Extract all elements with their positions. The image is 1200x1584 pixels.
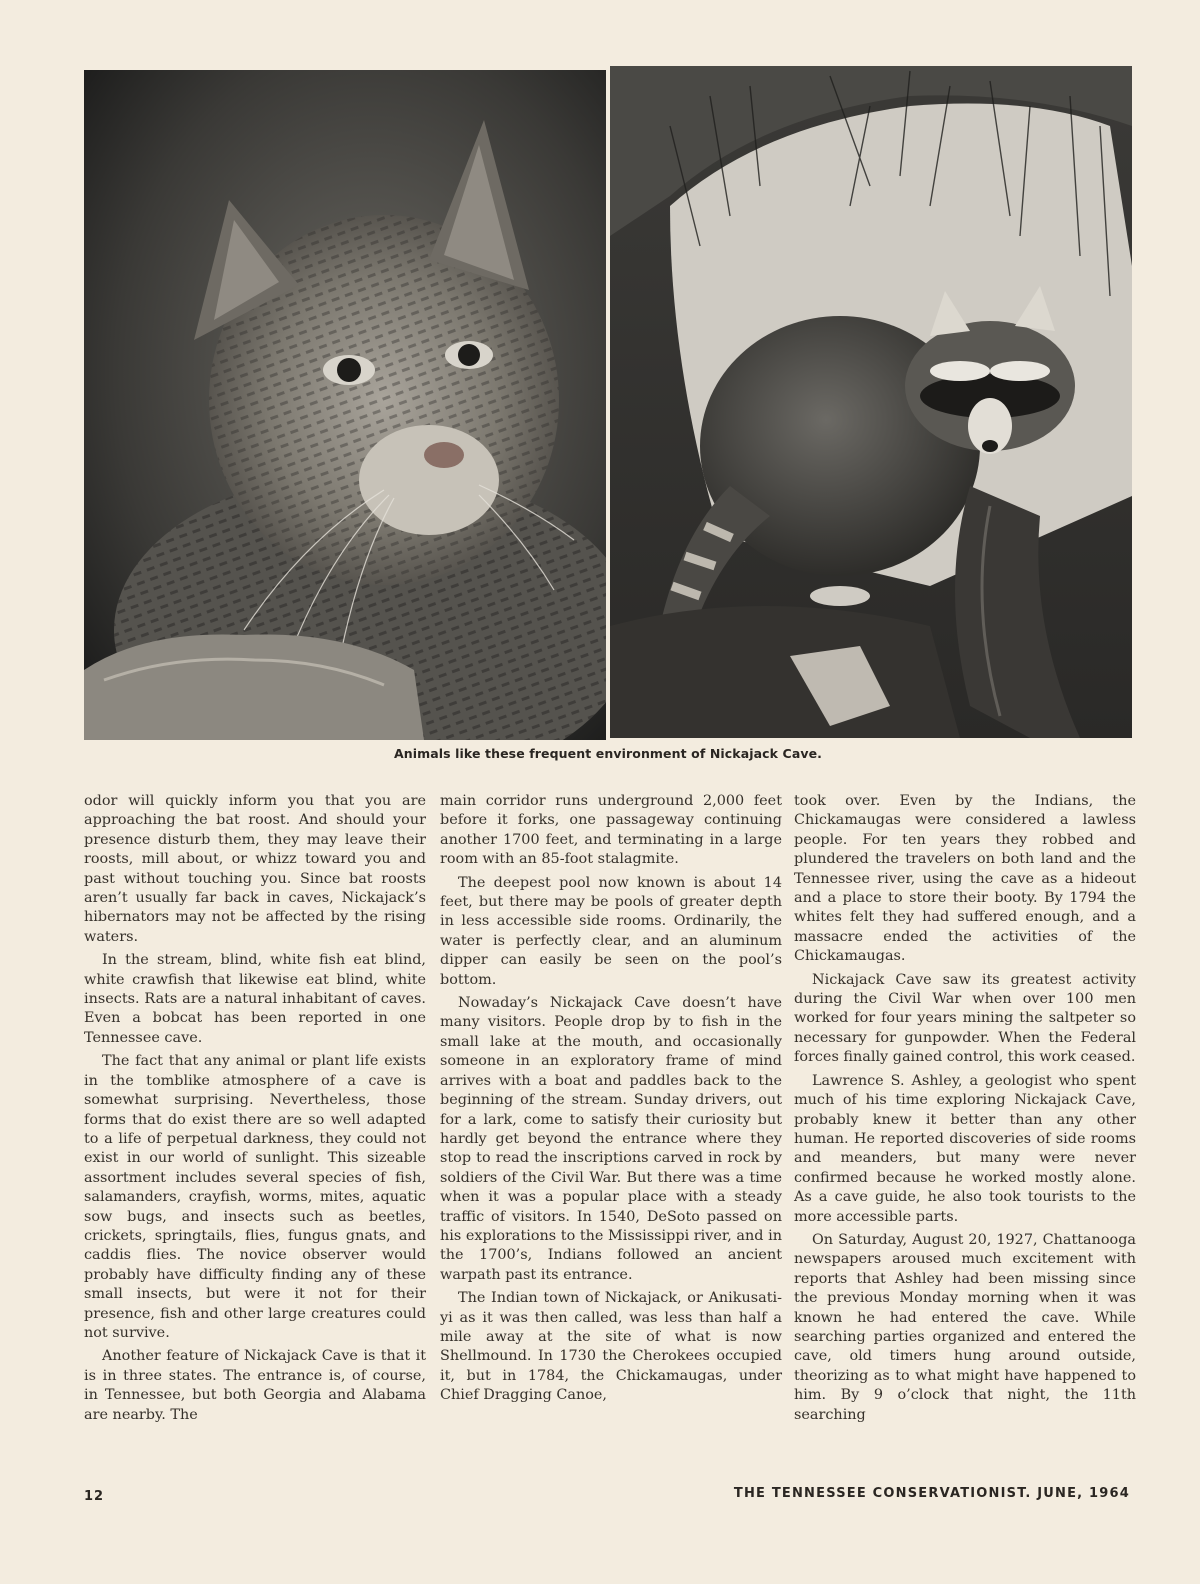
paragraph: took over. Even by the Indians, the Chickamaugas were considered a lawless people. For ten years they robbed and plundered the travelers on both land and the Tennessee river, using the cave as a hideout and a place to store their booty. By 1794 the whites felt they had suffered enough, and a massacre ended the activities of the Chickamaugas.	[794, 793, 1136, 965]
paragraph: Lawrence S. Ashley, a geologist who spent much of his time exploring Nickajack Cave, probably knew it better than any other human. He reported discoveries of side rooms and meanders, but many were never confirmed because he worked mostly alone. As a cave guide, he also took tourists to the more accessible parts.	[794, 1072, 1136, 1225]
page-number: 12	[84, 1489, 105, 1504]
bobcat-photo	[84, 70, 606, 740]
paragraph: main corridor runs underground 2,000 feet before it forks, one passageway continuing another 1700 feet, and terminating in a large room with an 85-foot stalagmite.	[440, 793, 782, 868]
paragraph: The deepest pool now known is about 14 feet, but there may be pools of greater depth in less accessible side rooms. Ordinarily, the water is perfectly clear, and an aluminum dipper can easily be seen on the pool’s bottom.	[440, 874, 782, 988]
paragraph: Nickajack Cave saw its greatest activity during the Civil War when over 100 men worked for four years mining the saltpeter so necessary for gunpowder. When the Federal forces finally gained control, this work ceased.	[794, 971, 1136, 1066]
paragraph: Nowaday’s Nickajack Cave doesn’t have many visitors. People drop by to fish in the small lake at the mouth, and occasionally someone in an exploratory frame of mind arrives with a boat and paddles back to the beginning of the stream. Sunday drivers, out for a lark, come to satisfy their curiosity but hardly get beyond the entrance where they stop to read the inscriptions carved in rock by soldiers of the Civil War. But there was a time when it was a popular place with a steady traffic of visitors. In 1540, DeSoto passed on his explorations to the Mississippi river, and in the 1700’s, Indians followed an ancient warpath past its entrance.	[440, 995, 782, 1283]
publication-footer: THE TENNESSEE CONSERVATIONIST. JUNE, 1964	[733, 1486, 1130, 1501]
bobcat-image	[84, 70, 606, 740]
paragraph: Another feature of Nickajack Cave is that it is in three states. The entrance is, of course, in Tennessee, but both Georgia and Alabama are nearby. The	[84, 1348, 426, 1423]
paragraph: On Saturday, August 20, 1927, Chattanooga newspapers aroused much excitement with reports that Ashley had been missing since the previous Monday morning when it was known he had entered the cave. While searching parties organized and entered the cave, old timers hung around outside, theorizing as to what might have happened to him. By 9 o’clock that night, the 11th searching	[794, 1231, 1136, 1423]
raccoon-photo	[610, 66, 1132, 738]
paragraph: The Indian town of Nickajack, or Anikusati-yi as it was then called, was less than half a mile away at the site of what is now Shellmound. In 1730 the Cherokees occupied it, but in 1784, the Chickamaugas, under Chief Dragging Canoe,	[440, 1290, 782, 1404]
text-column-2	[440, 792, 782, 1410]
paragraph: The fact that any animal or plant life exists in the tomblike atmosphere of a cave is somewhat surprising. Nevertheless, those forms that do exist there are so well adapted to a life of perpetual darkness, they could not exist in our world of sunlight. This sizeable assortment includes several species of fish, salamanders, crayfish, worms, mites, aquatic sow bugs, and insects such as beetles, crickets, springtails, flies, fungus gnats, and caddis flies. The novice observer would probably have difficulty finding any of these small insects, but were it not for their presence, fish and other large creatures could not survive.	[84, 1053, 426, 1341]
text-column-3	[794, 792, 1136, 1429]
figure-caption: Animals like these frequent environment of Nickajack Cave.	[393, 746, 823, 761]
text-column-1	[84, 792, 426, 1429]
paragraph: In the stream, blind, white fish eat blind, white crawfish that likewise eat blind, white insects. Rats are a natural inhabitant of caves. Even a bobcat has been reported in one Tennessee cave.	[84, 952, 426, 1046]
raccoon-image	[610, 66, 1132, 738]
paragraph: odor will quickly inform you that you are approaching the bat roost. And should your presence disturb them, they may leave their roosts, mill about, or whizz toward you and past without touching you. Since bat roosts aren’t usually far back in caves, Nickajack’s hibernators may not be affected by the rising waters.	[84, 793, 426, 945]
